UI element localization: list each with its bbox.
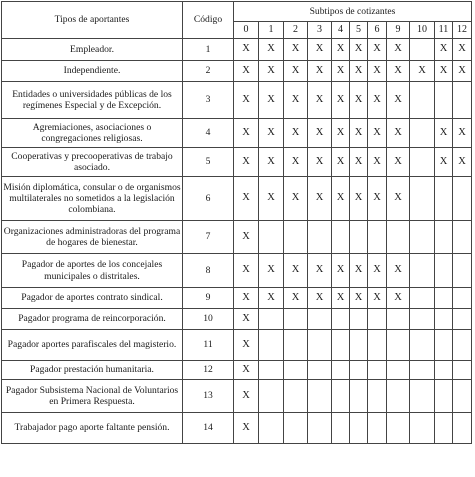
subtipo-mark-cell: X [308, 288, 332, 309]
subtipo-empty-cell [435, 380, 453, 413]
subtipo-empty-cell [308, 413, 332, 444]
subtipo-mark-cell: X [234, 380, 259, 413]
subtipo-empty-cell [350, 380, 368, 413]
table-row [2, 39, 472, 61]
subtipo-empty-cell [453, 380, 472, 413]
subtipo-mark-cell: X [332, 61, 350, 82]
subtipo-empty-cell [308, 330, 332, 361]
subtipo-empty-cell [284, 221, 308, 254]
subtipo-mark-cell: X [332, 119, 350, 148]
subtipo-mark-cell: X [368, 254, 387, 288]
subtipo-empty-cell [259, 380, 284, 413]
subtipo-empty-cell [332, 221, 350, 254]
subtipo-mark-cell: X [308, 177, 332, 221]
subtipo-mark-cell: X [387, 61, 410, 82]
subtipo-mark-cell: X [453, 39, 472, 61]
subtipo-empty-cell [435, 309, 453, 330]
subtipo-mark-cell: X [332, 39, 350, 61]
tipo-aportante-cell: Cooperativas y precooperativas de trabajo asociado. [2, 148, 183, 177]
subtipo-empty-cell [368, 380, 387, 413]
table-row [2, 119, 472, 148]
subtipo-label: 4 [332, 22, 350, 39]
codigo-cell: 9 [183, 288, 234, 309]
table-row [2, 61, 472, 82]
subtipo-mark-cell: X [284, 177, 308, 221]
codigo-cell: 5 [183, 148, 234, 177]
subtipo-label: 12 [453, 22, 472, 39]
subtipo-empty-cell [453, 309, 472, 330]
subtipo-label: 5 [350, 22, 368, 39]
subtipo-empty-cell [410, 254, 435, 288]
codigo-cell: 6 [183, 177, 234, 221]
subtipo-empty-cell [453, 413, 472, 444]
subtipo-empty-cell [332, 361, 350, 380]
table-row [2, 82, 472, 119]
tipo-aportante-cell: Trabajador pago aporte faltante pensión. [2, 413, 183, 444]
subtipo-mark-cell: X [368, 119, 387, 148]
subtipo-mark-cell: X [350, 39, 368, 61]
subtipo-empty-cell [259, 413, 284, 444]
subtipo-mark-cell: X [284, 254, 308, 288]
table-row [2, 221, 472, 254]
subtipo-empty-cell [368, 309, 387, 330]
subtipo-empty-cell [410, 119, 435, 148]
subtipo-mark-cell: X [308, 82, 332, 119]
subtipo-empty-cell [387, 221, 410, 254]
tipo-aportante-cell: Pagador aportes parafiscales del magisterio. [2, 330, 183, 361]
subtipo-mark-cell: X [332, 177, 350, 221]
codigo-cell: 13 [183, 380, 234, 413]
subtipo-mark-cell: X [368, 177, 387, 221]
table-row [2, 413, 472, 444]
subtipo-mark-cell: X [387, 177, 410, 221]
aportantes-body [2, 39, 472, 444]
subtipo-label: 2 [284, 22, 308, 39]
subtipo-empty-cell [308, 361, 332, 380]
subtipo-mark-cell: X [387, 119, 410, 148]
subtipo-mark-cell: X [284, 61, 308, 82]
subtipo-empty-cell [435, 254, 453, 288]
subtipo-empty-cell [332, 413, 350, 444]
subtipo-mark-cell: X [435, 148, 453, 177]
subtipo-empty-cell [410, 177, 435, 221]
subtipo-empty-cell [435, 221, 453, 254]
subtipo-empty-cell [308, 221, 332, 254]
subtipo-empty-cell [332, 309, 350, 330]
subtipo-mark-cell: X [387, 39, 410, 61]
subtipo-empty-cell [284, 309, 308, 330]
codigo-cell: 7 [183, 221, 234, 254]
tipo-aportante-cell: Pagador Subsistema Nacional de Voluntarios en Primera Respuesta. [2, 380, 183, 413]
subtipo-mark-cell: X [387, 288, 410, 309]
subtipo-mark-cell: X [234, 177, 259, 221]
subtipo-mark-cell: X [234, 39, 259, 61]
subtipo-empty-cell [387, 413, 410, 444]
subtipo-empty-cell [387, 361, 410, 380]
tipo-aportante-cell: Agremiaciones, asociaciones o congregaciones religiosas. [2, 119, 183, 148]
codigo-cell: 3 [183, 82, 234, 119]
subtipo-mark-cell: X [234, 221, 259, 254]
subtipo-mark-cell: X [234, 361, 259, 380]
subtipo-empty-cell [410, 39, 435, 61]
subtipo-empty-cell [350, 413, 368, 444]
subtipo-empty-cell [387, 380, 410, 413]
subtipo-mark-cell: X [284, 39, 308, 61]
subtipo-label: 0 [234, 22, 259, 39]
subtipo-empty-cell [284, 413, 308, 444]
tipo-aportante-cell: Pagador programa de reincorporación. [2, 309, 183, 330]
subtipo-empty-cell [410, 380, 435, 413]
codigo-cell: 12 [183, 361, 234, 380]
tipos-header: Tipos de aportantes [2, 2, 183, 39]
subtipo-label: 1 [259, 22, 284, 39]
subtipo-mark-cell: X [259, 82, 284, 119]
subtipo-label: 3 [308, 22, 332, 39]
subtipo-mark-cell: X [332, 254, 350, 288]
subtipo-empty-cell [435, 82, 453, 119]
tipo-aportante-cell: Misión diplomática, consular o de organismos multilaterales no sometidos a la legislación colombiana. [2, 177, 183, 221]
subtipo-empty-cell [410, 309, 435, 330]
tipo-aportante-cell: Pagador prestación humanitaria. [2, 361, 183, 380]
subtipo-mark-cell: X [387, 254, 410, 288]
subtipo-mark-cell: X [234, 309, 259, 330]
codigo-cell: 8 [183, 254, 234, 288]
subtipo-empty-cell [284, 380, 308, 413]
codigo-cell: 10 [183, 309, 234, 330]
codigo-cell: 2 [183, 61, 234, 82]
tipo-aportante-cell: Pagador de aportes de los concejales municipales o distritales. [2, 254, 183, 288]
table-row [2, 330, 472, 361]
subtipo-empty-cell [350, 361, 368, 380]
subtipos-header: Subtipos de cotizantes [234, 2, 472, 22]
subtipo-mark-cell: X [350, 254, 368, 288]
subtipo-mark-cell: X [259, 254, 284, 288]
subtipo-mark-cell: X [368, 288, 387, 309]
subtipo-empty-cell [453, 330, 472, 361]
subtipo-empty-cell [332, 380, 350, 413]
subtipo-empty-cell [410, 413, 435, 444]
subtipo-mark-cell: X [332, 288, 350, 309]
subtipo-empty-cell [387, 330, 410, 361]
subtipo-empty-cell [350, 221, 368, 254]
subtipo-mark-cell: X [453, 61, 472, 82]
subtipo-empty-cell [284, 330, 308, 361]
subtipo-mark-cell: X [332, 148, 350, 177]
subtipo-mark-cell: X [234, 148, 259, 177]
subtipo-mark-cell: X [435, 39, 453, 61]
subtipo-empty-cell [308, 380, 332, 413]
table-row [2, 148, 472, 177]
subtipo-empty-cell [453, 288, 472, 309]
codigo-cell: 4 [183, 119, 234, 148]
subtipo-empty-cell [284, 361, 308, 380]
table-row [2, 309, 472, 330]
subtipo-mark-cell: X [234, 82, 259, 119]
subtipo-empty-cell [435, 288, 453, 309]
subtipo-mark-cell: X [350, 177, 368, 221]
subtipo-mark-cell: X [308, 39, 332, 61]
subtipo-empty-cell [259, 361, 284, 380]
subtipo-mark-cell: X [234, 119, 259, 148]
subtipo-empty-cell [368, 361, 387, 380]
subtipo-mark-cell: X [259, 39, 284, 61]
subtipo-empty-cell [350, 330, 368, 361]
subtipo-empty-cell [368, 413, 387, 444]
subtipo-label: 6 [368, 22, 387, 39]
subtipo-mark-cell: X [332, 82, 350, 119]
subtipo-mark-cell: X [435, 119, 453, 148]
subtipo-empty-cell [259, 221, 284, 254]
subtipo-mark-cell: X [368, 148, 387, 177]
subtipo-mark-cell: X [308, 119, 332, 148]
codigo-cell: 1 [183, 39, 234, 61]
subtipo-mark-cell: X [387, 82, 410, 119]
subtipo-empty-cell [453, 361, 472, 380]
subtipo-mark-cell: X [259, 288, 284, 309]
subtipo-mark-cell: X [368, 82, 387, 119]
subtipo-mark-cell: X [234, 61, 259, 82]
tipo-aportante-cell: Pagador de aportes contrato sindical. [2, 288, 183, 309]
subtipo-empty-cell [410, 221, 435, 254]
subtipo-mark-cell: X [284, 288, 308, 309]
subtipo-mark-cell: X [350, 61, 368, 82]
subtipo-mark-cell: X [453, 148, 472, 177]
subtipo-mark-cell: X [234, 413, 259, 444]
table-row [2, 361, 472, 380]
subtipo-empty-cell [435, 413, 453, 444]
subtipo-mark-cell: X [308, 148, 332, 177]
subtipo-empty-cell [453, 82, 472, 119]
codigo-cell: 11 [183, 330, 234, 361]
subtipo-mark-cell: X [350, 82, 368, 119]
subtipo-mark-cell: X [259, 61, 284, 82]
tipo-aportante-cell: Independiente. [2, 61, 183, 82]
subtipo-empty-cell [368, 330, 387, 361]
subtipo-empty-cell [259, 309, 284, 330]
table-row [2, 288, 472, 309]
subtipo-mark-cell: X [410, 61, 435, 82]
subtipo-mark-cell: X [350, 119, 368, 148]
subtipo-mark-cell: X [368, 39, 387, 61]
subtipo-mark-cell: X [259, 177, 284, 221]
codigo-cell: 14 [183, 413, 234, 444]
subtipo-mark-cell: X [350, 288, 368, 309]
aportantes-table [1, 1, 472, 444]
subtipo-empty-cell [368, 221, 387, 254]
subtipo-empty-cell [410, 82, 435, 119]
subtipo-empty-cell [308, 309, 332, 330]
subtipo-mark-cell: X [259, 119, 284, 148]
subtipo-mark-cell: X [308, 61, 332, 82]
tipo-aportante-cell: Empleador. [2, 39, 183, 61]
subtipo-empty-cell [435, 177, 453, 221]
subtipo-empty-cell [435, 361, 453, 380]
subtipo-mark-cell: X [308, 254, 332, 288]
subtipo-mark-cell: X [234, 288, 259, 309]
subtipo-empty-cell [332, 330, 350, 361]
subtipo-label: 11 [435, 22, 453, 39]
table-row [2, 177, 472, 221]
tipo-aportante-cell: Organizaciones administradoras del programa de hogares de bienestar. [2, 221, 183, 254]
subtipo-empty-cell [435, 330, 453, 361]
subtipo-mark-cell: X [387, 148, 410, 177]
subtipo-mark-cell: X [368, 61, 387, 82]
subtipo-empty-cell [410, 361, 435, 380]
subtipo-mark-cell: X [284, 148, 308, 177]
subtipo-mark-cell: X [259, 148, 284, 177]
tipo-aportante-cell: Entidades o universidades públicas de los regímenes Especial y de Excepción. [2, 82, 183, 119]
codigo-header: Código [183, 2, 234, 39]
subtipo-empty-cell [410, 330, 435, 361]
subtipo-empty-cell [453, 254, 472, 288]
subtipo-mark-cell: X [350, 148, 368, 177]
subtipo-empty-cell [387, 309, 410, 330]
subtipo-mark-cell: X [284, 82, 308, 119]
table-row [2, 380, 472, 413]
subtipo-empty-cell [410, 288, 435, 309]
subtipo-mark-cell: X [284, 119, 308, 148]
subtipo-empty-cell [259, 330, 284, 361]
subtipo-mark-cell: X [234, 254, 259, 288]
subtipo-empty-cell [453, 177, 472, 221]
subtipo-label: 10 [410, 22, 435, 39]
table-row [2, 254, 472, 288]
subtipo-empty-cell [350, 309, 368, 330]
subtipo-empty-cell [453, 221, 472, 254]
subtipo-mark-cell: X [234, 330, 259, 361]
subtipo-empty-cell [410, 148, 435, 177]
subtipo-mark-cell: X [453, 119, 472, 148]
subtipo-label: 9 [387, 22, 410, 39]
subtipo-mark-cell: X [435, 61, 453, 82]
